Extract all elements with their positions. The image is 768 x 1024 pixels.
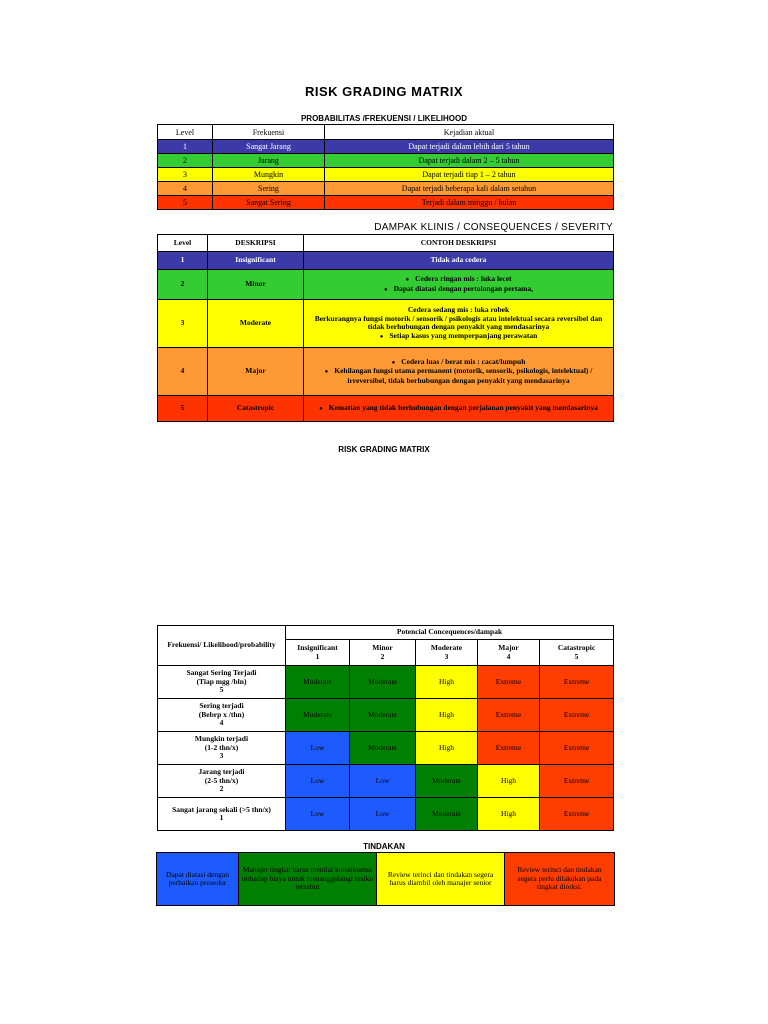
likelihood-level: 2 — [158, 154, 213, 168]
matrix-header-row — [158, 626, 614, 640]
likelihood-desc: Dapat terjadi tiap 1 – 2 tahun — [325, 168, 614, 182]
matrix-cell: Moderate — [416, 798, 478, 831]
severity-example-item: Cedera sedang mis : luka robek — [407, 305, 510, 314]
matrix-row — [158, 798, 614, 831]
likelihood-freq: Sangat Jarang — [213, 140, 325, 154]
likelihood-level: 1 — [158, 140, 213, 154]
matrix-corner: Frekuensi/ Likelihood/probability — [158, 626, 286, 666]
likelihood-header-desc: Kejadian aktual — [325, 125, 614, 140]
severity-desc: Major — [208, 348, 304, 396]
column-num: 1 — [315, 651, 320, 661]
matrix-cell: Extreme — [540, 798, 614, 831]
matrix-column-header — [350, 640, 416, 666]
matrix-row — [158, 732, 614, 765]
severity-header-example: CONTOH DESKRIPSI — [304, 235, 614, 252]
severity-level: 3 — [158, 300, 208, 348]
likelihood-row — [158, 168, 614, 182]
risk-matrix-table — [157, 625, 614, 831]
severity-row — [158, 270, 614, 300]
matrix-cell: Moderate — [350, 732, 416, 765]
likelihood-row — [158, 140, 614, 154]
severity-example-item: ● Setiap kasus yang memperpanjang perawatan — [306, 332, 611, 342]
row-label: Mungkin terjadi — [194, 734, 249, 744]
likelihood-row — [158, 196, 614, 210]
row-num: 2 — [219, 784, 224, 794]
severity-header-level: Level — [158, 235, 208, 252]
severity-table — [157, 234, 614, 422]
likelihood-freq: Mungkin — [213, 168, 325, 182]
matrix-row-header — [158, 732, 286, 765]
page-title: RISK GRADING MATRIX — [304, 84, 464, 99]
column-num: 4 — [506, 651, 511, 661]
matrix-column-header — [478, 640, 540, 666]
likelihood-level: 4 — [158, 182, 213, 196]
matrix-cell: Moderate — [286, 666, 350, 699]
severity-desc: Insignificant — [208, 252, 304, 270]
likelihood-desc: Dapat terjadi dalam 2 – 5 tahun — [325, 154, 614, 168]
column-name: Insignificant — [297, 643, 338, 652]
row-num: 4 — [219, 718, 224, 728]
likelihood-row — [158, 182, 614, 196]
column-name: Moderate — [430, 643, 463, 652]
consequence-header: Potencial Concequences/dampak — [286, 626, 614, 640]
column-name: Catastropic — [557, 643, 596, 652]
severity-desc: Moderate — [208, 300, 304, 348]
severity-desc: Minor — [208, 270, 304, 300]
matrix-column-header — [416, 640, 478, 666]
matrix-row — [158, 765, 614, 798]
matrix-row — [158, 666, 614, 699]
row-label: Sering terjadi — [199, 701, 244, 711]
likelihood-table — [157, 124, 614, 210]
severity-example — [304, 348, 614, 396]
matrix-cell: Low — [286, 732, 350, 765]
matrix-cell: Extreme — [540, 765, 614, 798]
likelihood-freq: Sangat Sering — [213, 196, 325, 210]
matrix-cell: Low — [350, 798, 416, 831]
severity-row — [158, 348, 614, 396]
severity-example — [304, 270, 614, 300]
likelihood-level: 5 — [158, 196, 213, 210]
matrix-cell: Moderate — [350, 699, 416, 732]
column-num: 2 — [380, 651, 385, 661]
severity-level: 4 — [158, 348, 208, 396]
severity-row — [158, 396, 614, 422]
tindakan-cell-extreme: Review terinci dan tindakan segera perlu dilakukan pada tingkat direksi. — [505, 853, 615, 906]
matrix-row-header — [158, 666, 286, 699]
column-name: Major — [498, 643, 519, 652]
matrix-cell: Extreme — [540, 699, 614, 732]
severity-example: Tidak ada cedera — [304, 252, 614, 270]
severity-example-item: ● Kehilangan fungsi utama permanent (motorik, sensorik, psikologis, intelektual) / irreversibel, tidak berhubungan dengan penyakit yang mendasarinya — [306, 367, 611, 385]
tindakan-caption: TINDAKAN — [363, 842, 405, 851]
column-name: Minor — [372, 643, 393, 652]
likelihood-desc: Dapat terjadi beberapa kali dalam setahun — [325, 182, 614, 196]
row-sub: (Bebrp x /thn) — [198, 709, 245, 719]
row-label: Sangat Sering Terjadi — [186, 668, 257, 678]
severity-example — [304, 396, 614, 422]
severity-example-item: ● Cedera luas / berat mis : cacat/lumpuh — [306, 358, 611, 368]
matrix-cell: High — [416, 666, 478, 699]
column-num: 3 — [444, 651, 449, 661]
tindakan-cell-moderate: Manajer tingkat harus menilai konsekuensi terhadap biaya untuk menanggulangi resiko tersebut — [239, 853, 377, 906]
tindakan-cell-high: Review terinci dan tindakan segera harus diambil oleh manajer senior — [377, 853, 505, 906]
likelihood-freq: Jarang — [213, 154, 325, 168]
likelihood-header-freq: Frekuensi — [213, 125, 325, 140]
severity-example-item: ● Dapat diatasi dengan pertolongan pertama, — [306, 285, 611, 295]
row-sub: (2-5 thn/x) — [204, 775, 239, 785]
row-label: Jarang terjadi — [198, 767, 245, 777]
matrix-cell: Extreme — [478, 699, 540, 732]
severity-header-row — [158, 235, 614, 252]
likelihood-level: 3 — [158, 168, 213, 182]
matrix-cell: Moderate — [416, 765, 478, 798]
severity-desc: Catastropic — [208, 396, 304, 422]
likelihood-caption: PROBABILITAS /FREKUENSI / LIKELIHOOD — [300, 114, 468, 123]
matrix-column-header — [540, 640, 614, 666]
severity-example-item: Berkurangnya fungsi motorik / sensorik / psikologis atau intelektual secara reversibel dan tidak berhubungan dengan penyakit yang mendasarinya — [314, 313, 603, 331]
tindakan-row — [157, 853, 615, 906]
severity-level: 2 — [158, 270, 208, 300]
matrix-cell: High — [416, 699, 478, 732]
matrix-row-header — [158, 765, 286, 798]
row-sub: (1-2 thn/x) — [204, 742, 239, 752]
matrix-row — [158, 699, 614, 732]
row-sub: (Tiap mgg /bln) — [196, 676, 247, 686]
row-num: 1 — [219, 813, 224, 822]
severity-example-item: ● Kematian yang tidak berhubungan dengan perjalanan penyakit yang mendasarinya — [306, 404, 611, 414]
severity-level: 5 — [158, 396, 208, 422]
row-num: 5 — [219, 685, 224, 695]
matrix-column-header — [286, 640, 350, 666]
likelihood-freq: Sering — [213, 182, 325, 196]
matrix-cell: Extreme — [540, 732, 614, 765]
likelihood-row — [158, 154, 614, 168]
likelihood-desc: Terjadi dalam minggu / bulan — [325, 196, 614, 210]
matrix-row-header — [158, 798, 286, 831]
matrix-cell: Low — [350, 765, 416, 798]
matrix-cell: Low — [286, 765, 350, 798]
matrix-cell: Low — [286, 798, 350, 831]
matrix-cell: High — [478, 765, 540, 798]
severity-caption: DAMPAK KLINIS / CONSEQUENCES / SEVERITY — [374, 222, 613, 233]
matrix-cell: Moderate — [286, 699, 350, 732]
row-label: Sangat jarang sekali (>5 thn/x) — [172, 804, 271, 814]
column-num: 5 — [574, 651, 579, 661]
severity-header-desc: DESKRIPSI — [208, 235, 304, 252]
matrix-title: RISK GRADING MATRIX — [338, 445, 430, 454]
matrix-cell: High — [416, 732, 478, 765]
matrix-cell: Moderate — [350, 666, 416, 699]
severity-level: 1 — [158, 252, 208, 270]
matrix-cell: Extreme — [478, 666, 540, 699]
severity-row — [158, 300, 614, 348]
severity-example-item: ● Cedera ringan mis : luka lecet — [306, 275, 611, 285]
matrix-cell: Extreme — [540, 666, 614, 699]
row-num: 3 — [219, 751, 224, 761]
severity-example — [304, 300, 614, 348]
matrix-row-header — [158, 699, 286, 732]
severity-row — [158, 252, 614, 270]
matrix-cell: High — [478, 798, 540, 831]
likelihood-header-level: Level — [158, 125, 213, 140]
tindakan-table — [156, 852, 615, 906]
matrix-cell: Extreme — [478, 732, 540, 765]
tindakan-cell-low: Dapat diatasi dengan perbaikan prosedur — [157, 853, 239, 906]
likelihood-desc: Dapat terjadi dalam lebih dari 5 tahun — [325, 140, 614, 154]
likelihood-header-row — [158, 125, 614, 140]
